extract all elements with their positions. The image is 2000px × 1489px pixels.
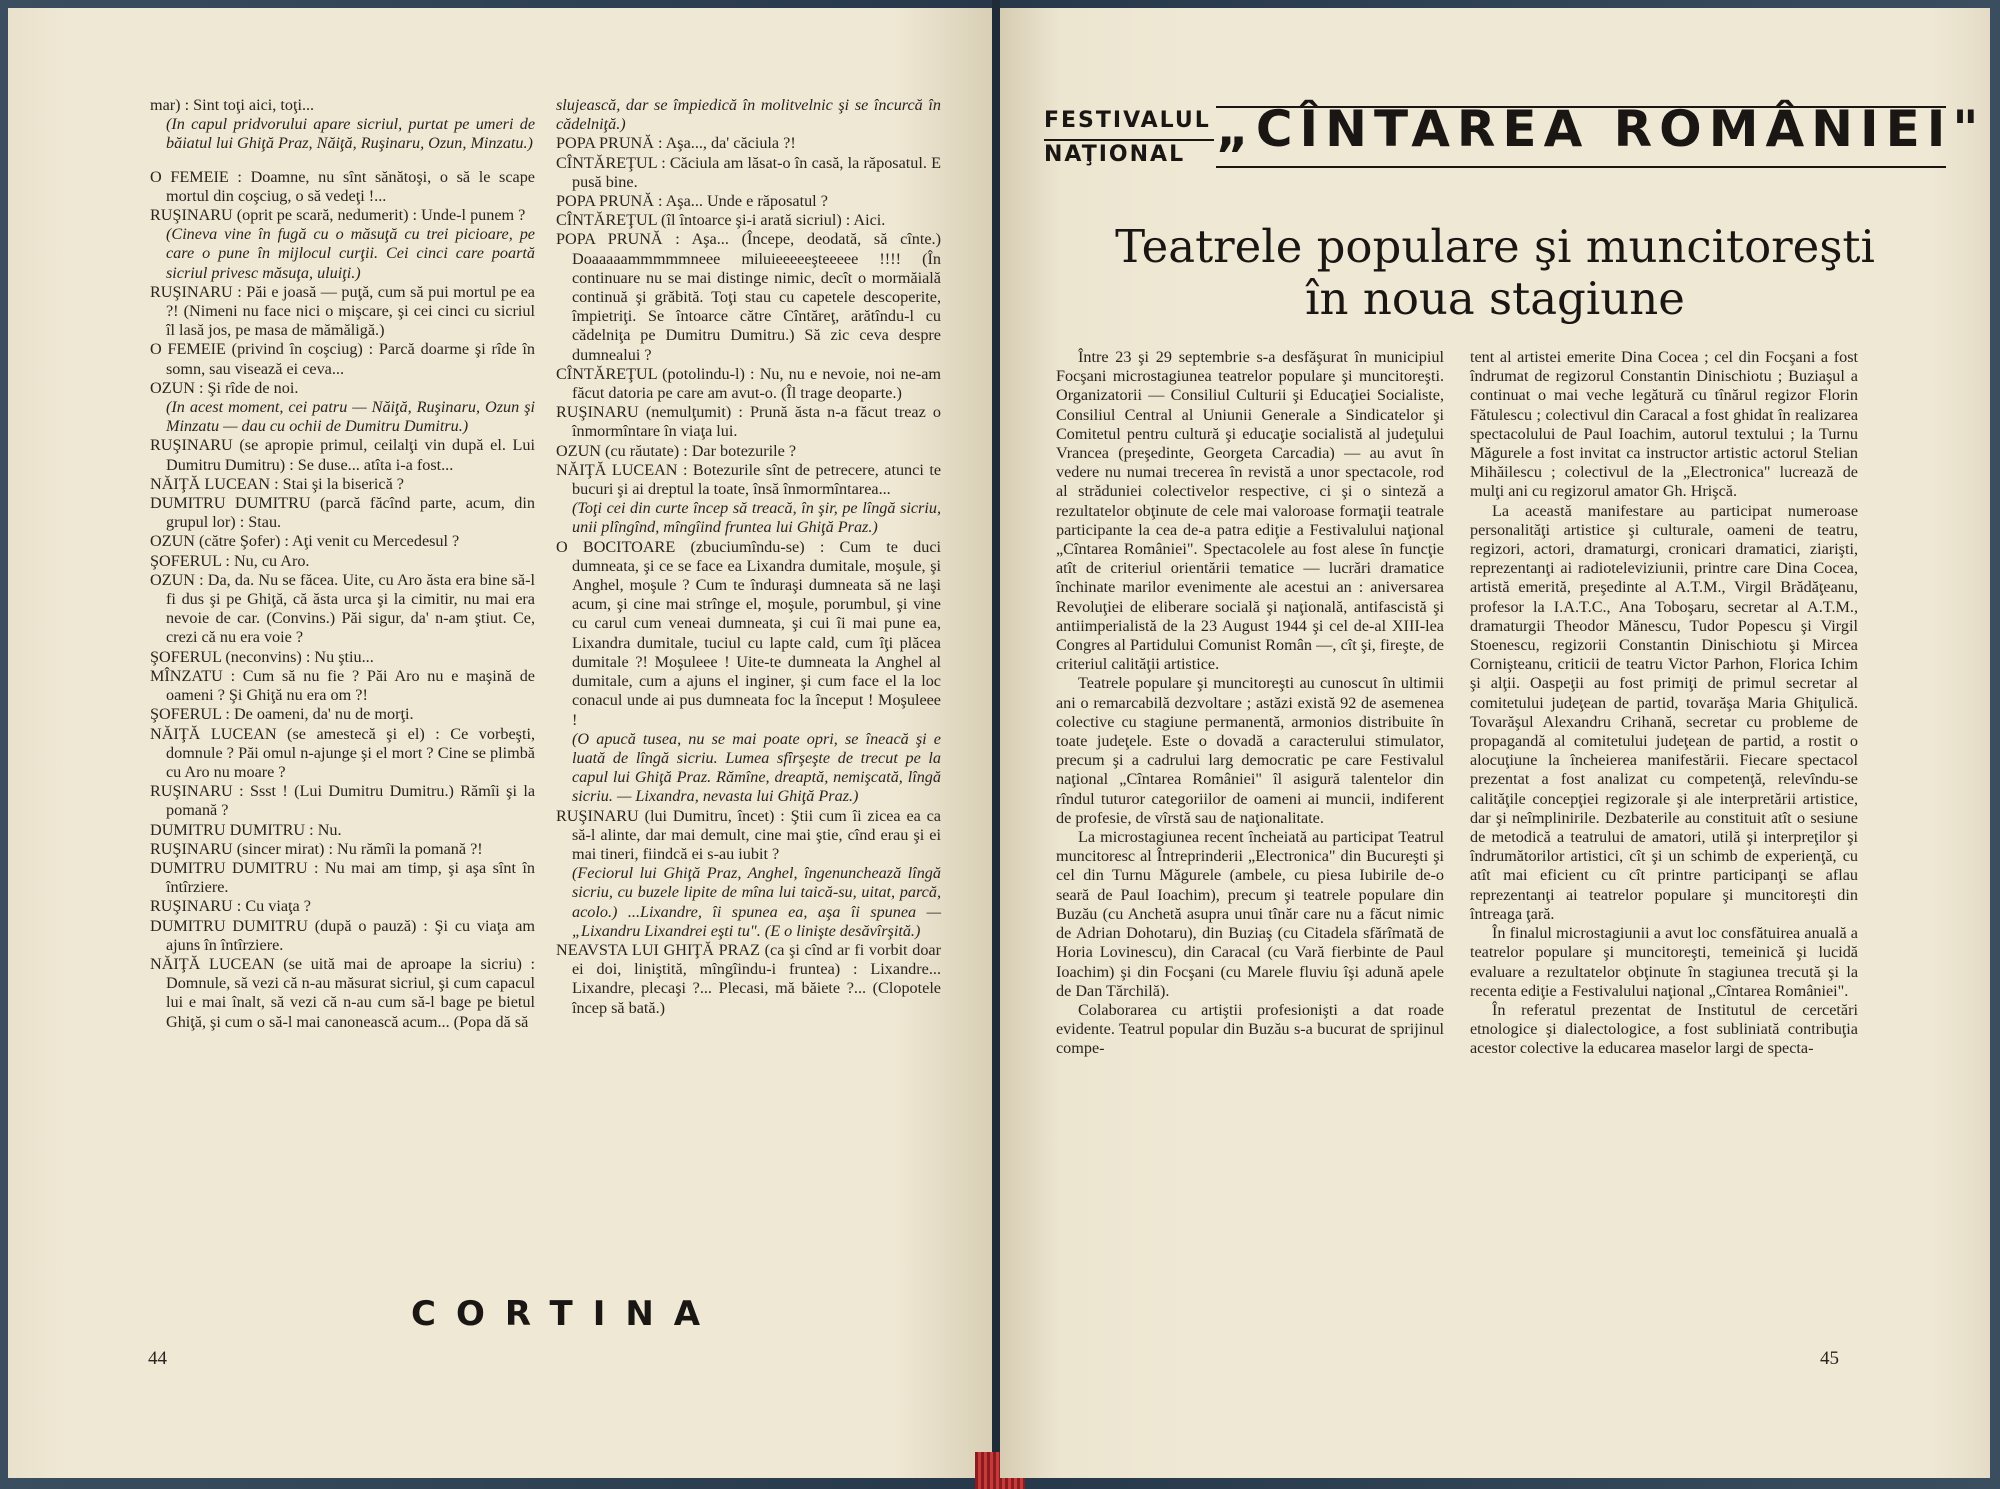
article-title-line1: Teatrele populare şi muncitoreşti [1115, 220, 1875, 273]
stage-direction: (Toţi cei din curte încep să treacă, în şir, pe lîngă sicriu, unii plîngînd, mîngîind fruntea lui Ghiţă Praz.) [572, 499, 941, 537]
play-text-column-2 [556, 96, 941, 1018]
festival-label-line1: FESTIVALUL [1044, 108, 1211, 133]
book-spine [992, 0, 1000, 1489]
dialogue-line: NĂIŢĂ LUCEAN (se uită mai de aproape la sicriu) : Domnule, să vezi că n-au măsurat sicriul, şi cum capacul lui e mai înalt, să vezi că n-au cum să-l bage pe bietul Ghiţă, şi cum o să-l mai canonească acum... (Popa dă să [150, 954, 535, 1031]
dialogue-line: RUŞINARU (nemulţumit) : Prună ăsta n-a făcut treaz o înmormîntare în viaţa lui. [556, 403, 941, 441]
dialogue-line: O FEMEIE (privind în coşciug) : Parcă doarme şi rîde în somn, sau visează ei ceva... [150, 340, 535, 378]
dialogue-line: NEAVSTA LUI GHIŢĂ PRAZ (ca şi cînd ar fi vorbit doar ei doi, liniştită, mîngîindu-i fruntea) : Lixandre... Lixandre, plecaşi ?... Plecasi, mă băiete ?... (Clopotele încep să bată.) [556, 940, 941, 1017]
dialogue-line: ŞOFERUL : De oameni, da' nu de morţi. [150, 705, 414, 724]
article-column-2 [1470, 348, 1858, 1059]
dialogue-line: RUŞINARU : Ssst ! (Lui Dumitru Dumitru.) Rămîi şi la pomană ? [150, 782, 535, 820]
dialogue-line: OZUN (cu răutate) : Dar botezurile ? [556, 441, 796, 460]
article-paragraph: În referatul prezentat de Institutul de cercetări etnologice şi dialectologice, a fost subliniată contribuţia acestor colective la educarea maselor largi de specta- [1470, 1000, 1858, 1058]
cortina-heading: CORTINA [411, 1294, 721, 1334]
festival-label [1044, 104, 1211, 172]
article-paragraph: Colaborarea cu artiştii profesionişti a dat roade evidente. Teatrul popular din Buzău s-a bucurat de sprijinul compe- [1056, 1000, 1444, 1058]
dialogue-line: RUŞINARU (lui Dumitru, încet) : Ştii cum îi zicea ea ca să-l alinte, dar mai demult, cine mai ştie, cînd erau şi ei mai tineri, fiindcă ei s-au iubit ? [556, 806, 941, 863]
stage-direction: (In acest moment, cei patru — Năiţă, Ruşinaru, Ozun şi Minzatu — dau cu ochii de Dumitru Dumitru.) [166, 398, 535, 436]
dialogue-line: DUMITRU DUMITRU (parcă făcînd parte, acum, din grupul lor) : Stau. [150, 494, 535, 532]
dialogue-line: CÎNTĂREŢUL (îl întoarce şi-i arată sicriul) : Aici. [556, 211, 886, 230]
dialogue-line: OZUN : Da, da. Nu se făcea. Uite, cu Aro ăsta era bine să-l fi dus şi pe Ghiţă, că ăsta urca şi la cimitir, nu mai era nevoie de car. (Convins.) Păi sigur, da' n-am ştiut. Ce, crezi că nu era voie ? [150, 570, 535, 647]
page-number-left: 44 [148, 1348, 167, 1369]
article-paragraph: În finalul microstagiunii a avut loc consfătuirea anuală a teatrelor populare şi muncitoreşti, temeinică şi lucidă evaluare a rezultatelor obţinute în stagiunea trecută şi la recenta ediţie a Festivalului naţional „Cîntarea României". [1470, 924, 1858, 1000]
article-paragraph: La această manifestare au participat numeroase personalităţi artistice şi culturale, oameni de teatru, regizori, actori, dramaturgi, cronicari dramatici, ziarişti, reprezentanţi ai radioteleviziunii, printre care Dina Cocea, artistă emerită, preşedinte al A.T.M., Virgil Brădăţeanu, profesor la I.A.T.C., Ana Toboşaru, secretar al A.T.M., dramaturgii Theodor Mănescu, Tudor Popescu şi Virgil Stoenescu, regizorii Constantin Dinischiotu şi Mircea Cornişteanu, criticii de teatru Victor Parhon, Florica Ichim şi alţii. Oaspeţii au fost primiţi de primul secretar al comitetului judeţean de partid, tovarăşa Maria Ghiţulică. Tovarăşul Alexandru Crihană, secretar cu probleme de propagandă al comitetului judeţean de partid, a rostit o alocuţiune la încheierea manifestării. Fiecare spectacol prezentat a fost analizat cu competenţă, relevîndu-se calităţile concepţiei regizorale şi ale interpretării artistice, dar şi neîmplinirile. Dezbaterile au constituit atît o sesiune de metodică a teatrului de amatori, utilă şi interpreţilor şi îndrumătorilor artistici, cît şi un schimb de experienţă, cu atît mai eficient cu cît printre participanţi se aflau reprezentanţi ai teatrelor populare şi muncitoreşti din întreaga ţară. [1470, 501, 1858, 923]
dialogue-line: RUŞINARU (sincer mirat) : Nu rămîi la pomană ?! [150, 839, 483, 858]
stage-direction: (Cineva vine în fugă cu o măsuţă cu trei picioare, pe care o pune în mijlocul curţii. Cei cinci care poartă sicriul privesc măsuţa, uluiţi.) [166, 225, 535, 282]
article-column-1 [1056, 348, 1444, 1059]
stage-direction: slujească, dar se împiedică în molitvelnic şi se încurcă în cădelniţă.) [556, 96, 941, 134]
article-paragraph: Între 23 şi 29 septembrie s-a desfăşurat în municipiul Focşani microstagiunea teatrelor populare şi muncitoreşti. Organizatorii — Consiliul Culturii şi Educaţiei Socialiste, Consiliul Central al Uniunii Generale a Sindicatelor şi Comitetul pentru cultură şi educaţie socialistă al judeţului Vrancea (preşedinte, Georgeta Carcadia) — au avut în vedere nu numai trecerea în revistă a unor spectacole, rod al străduniei colectivelor respective, ci şi o sinteză a rezultatelor obţinute de cele mai valoroase formaţii teatrale participante la cea de-a patra ediţie a Festivalului naţional „Cîntarea României". Spectacolele au fost alese în funcţie atît de criteriul orientării tematice — lucrări dramatice închinate marilor evenimente ale acestui an : aniversarea Revoluţiei de eliberare socială şi naţională, antifascistă şi antiimperialistă de la 23 August 1944 şi cel de-al XIII-lea Congres al Partidului Comunist Român —, cît şi, fireşte, de criteriul calităţii artistice. [1056, 348, 1444, 674]
dialogue-line: POPA PRUNĂ : Aşa..., da' căciula ?! [556, 134, 796, 153]
article-paragraph: La microstagiunea recent încheiată au participat Teatrul muncitoresc al Întreprinderii „Electronica" din Bucureşti şi cel din Turnu Măgurele (ambele, cu piesa Iubirile de-o seară de Paul Ioachim), precum şi teatrele populare din Buzău (cu Anchetă asupra unui tînăr care nu a făcut nimic de Adrian Dohotaru), din Buziaş (cu Citadela sfărîmată de Horia Lovinescu), din Caracal (cu Vară fierbinte de Paul Ioachim) şi din Focşani (cu Marele fluviu îşi adună apele de Dan Tărchilă). [1056, 828, 1444, 1000]
dialogue-line: ŞOFERUL : Nu, cu Aro. [150, 551, 310, 570]
dialogue-line: OZUN (către Şofer) : Aţi venit cu Mercedesul ? [150, 532, 460, 551]
page-number-right: 45 [1820, 1348, 1839, 1369]
dialogue-line: ŞOFERUL (neconvins) : Nu ştiu... [150, 647, 374, 666]
dialogue-line: RUŞINARU : Păi e joasă — puţă, cum să pui mortul pe ea ?! (Nimeni nu face nici o mişcare, şi cei cinci cu sicriul îl lasă jos, pe masa de mămăligă.) [150, 282, 535, 340]
dialogue-line: DUMITRU DUMITRU : Nu mai am timp, şi aşa sînt în întîrziere. [150, 858, 535, 897]
header-rule-bottom [1216, 166, 1946, 168]
dialogue-line: MÎNZATU : Cum să nu fie ? Păi Aro nu e maşină de oameni ? Şi Ghiţă nu era om ?! [150, 666, 535, 705]
dialogue-line: CÎNTĂREŢUL (potolindu-l) : Nu, nu e nevoie, noi ne-am făcut datoria pe care am avut-o. (Îl trage deoparte.) [556, 364, 941, 403]
stage-direction: (O apucă tusea, nu se mai poate opri, se îneacă şi e luată de lîngă sicriu. Lumea sfîrşeşte de trecut pe la capul lui Ghiţă Praz. Rămîne, dreaptă, nemişcată, lîngă sicriu. — Lixandra, nevasta lui Ghiţă Praz.) [572, 729, 941, 806]
dialogue-line: POPA PRUNĂ : Aşa... Unde e răposatul ? [556, 192, 828, 211]
dialogue-line: NĂIŢĂ LUCEAN (se amestecă şi el) : Ce vorbeşti, domnule ? Păi omul n-ajunge şi el mort ? Cine se plimbă cu Aro nu moare ? [150, 724, 535, 781]
play-text-column-1 [150, 96, 535, 1032]
dialogue-line: POPA PRUNĂ : Aşa... (Începe, deodată, să cînte.) Doaaaaammmmmneee miluieeeeeşteeeee !!!! (În continuare nu se mai distinge nimic, decît o mormăială continuă şi grăbită. Toţi stau cu capetele descoperite, împietriţi. Se întoarce către Cîntăreţ, arătîndu-l cu cădelniţa pe Dumitru Dumitru.) Să zic ceva despre dumnealui ? [556, 230, 941, 364]
festival-name: „CÎNTAREA ROMÂNIEI" [1216, 100, 1986, 158]
dialogue-line: NĂIŢĂ LUCEAN : Botezurile sînt de petrecere, atunci te bucuri şi ai dreptul la toate, însă înmormîntarea... [556, 460, 941, 499]
dialogue-line: DUMITRU DUMITRU (după o pauză) : Şi cu viaţa am ajuns în întîrziere. [150, 916, 535, 954]
dialogue-line: DUMITRU DUMITRU : Nu. [150, 820, 342, 839]
dialogue-line: CÎNTĂREŢUL : Căciula am lăsat-o în casă, la răposatul. E pusă bine. [556, 153, 941, 191]
dialogue-line: OZUN : Şi rîde de noi. [150, 378, 299, 397]
dialogue-line: O BOCITOARE (zbuciumîndu-se) : Cum te duci dumneata, şi ce se face ea Lixandra dumitale, moşule, şi Anghel, moşule ? Cum te înduraşi dumneata să ne laşi acum, şi cine mai strînge el, moşule, porumbul, şi vine cu carul cum veneai dumneata, şi cui îi mai pune ea, Lixandra dumitale, tuciul cu lapte cald, cum îţi plăcea dumitale ?! Moşuleee ! Uite-te dumneata la Anghel al dumitale, cum a ajuns el inginer, şi cum face el la loc conacul unde ai pus dumneata foc la început ! Moşuleee ! [556, 537, 941, 729]
dialogue-line: RUŞINARU : Cu viaţa ? [150, 897, 311, 916]
dialogue-line: NĂIŢĂ LUCEAN : Stai şi la biserică ? [150, 474, 404, 493]
festival-label-line2: NAŢIONAL [1044, 142, 1186, 167]
dialogue-line: RUŞINARU (se apropie primul, ceilalţi vin după el. Lui Dumitru Dumitru) : Se duse... atîta i-a fost... [150, 436, 535, 474]
article-paragraph: tent al artistei emerite Dina Cocea ; cel din Focşani a fost îndrumat de regizorul Constantin Dinischiotu ; Buziaşul a continuat o mai veche legătură cu tînărul regizor Florin Fătulescu ; colectivul din Caracal a fost ghidat în realizarea spectacolului de Paul Ioachim, autorul textului ; la Turnu Măgurele a fost invitat ca instructor artistic actorul Stelian Mihăilescu ; colectivul de la „Electronica" lucrează de mulţi ani cu regizorul amator Gh. Hrişcă. [1470, 348, 1858, 501]
stage-direction: (In capul pridvorului apare sicriul, purtat pe umeri de băiatul lui Ghiţă Praz, Năiţă, Ruşinaru, Ozun, Minzatu.) [166, 115, 535, 153]
dialogue-line: mar) : Sint toţi aici, toţi... [150, 96, 315, 114]
article-title-line2: în noua stagiune [1305, 272, 1685, 325]
left-page [8, 8, 992, 1478]
dialogue-line: O FEMEIE : Doamne, nu sînt sănătoşi, o să le scape mortul din coşciug, o să vedeţi !... [150, 167, 535, 205]
right-page [1000, 8, 1990, 1478]
dialogue-line: RUŞINARU (oprit pe scară, nedumerit) : Unde-l punem ? [150, 206, 526, 225]
stage-direction: (Feciorul lui Ghiţă Praz, Anghel, îngenunchează lîngă sicriu, cu buzele lipite de mîna lui taică-su, uitat, parcă, acolo.) ...Lixandre, îi spunea ea, aşa îi spunea — „Lixandru Lixandrei eşti tu". (E o linişte desăvîrşită.) [572, 864, 941, 940]
article-paragraph: Teatrele populare şi muncitoreşti au cunoscut în ultimii ani o remarcabilă dezvoltare ; astăzi există 92 de asemenea colective cu stagiune permanentă, armonios distribuite în toate judeţele. Este o dovadă a caracterului stimulator, precum şi a cadrului larg democratic pe care Festivalul naţional „Cîntarea României" îl asigură talentelor din rîndul tuturor categoriilor de oameni ai muncii, indiferent de profesie, de vîrstă sau de naţionalitate. [1056, 674, 1444, 827]
header-rule-short [1044, 139, 1214, 141]
